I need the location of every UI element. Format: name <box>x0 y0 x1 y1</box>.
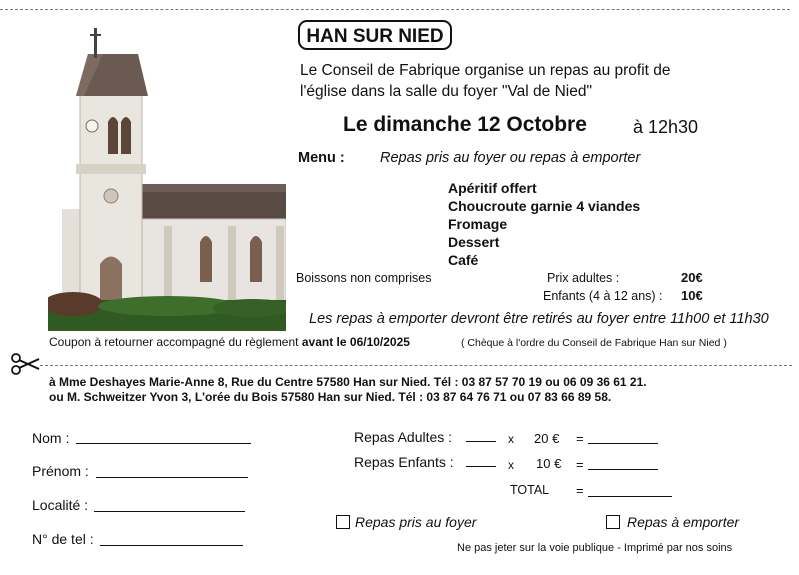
address-line-1: à Mme Deshayes Marie-Anne 8, Rue du Centre 57580 Han sur Nied. Tél : 03 87 57 70 19 ou 06 09 36 61 21. <box>49 375 647 389</box>
coupon-before: avant le <box>301 335 347 349</box>
adult-equals: = <box>576 431 584 446</box>
localite-field[interactable] <box>94 511 245 512</box>
coupon-instructions <box>49 335 410 349</box>
total-equals: = <box>576 483 584 498</box>
tel-field[interactable] <box>100 545 243 546</box>
menu-subtitle: Repas pris au foyer ou repas à emporter <box>380 150 641 166</box>
event-time: à 12h30 <box>633 117 699 137</box>
child-equals: = <box>576 457 584 472</box>
event-date: Le dimanche 12 Octobre <box>343 113 587 136</box>
child-unit-price: 10 € <box>536 456 562 471</box>
to-go-label: Repas à emporter <box>627 514 740 530</box>
scissors-icon <box>10 352 40 376</box>
intro-line-1: Le Conseil de Fabrique organise un repas au profit de <box>300 62 671 79</box>
child-times: x <box>508 458 514 472</box>
intro-line-2: l'église dans la salle du foyer "Val de Nied" <box>300 83 592 100</box>
on-site-checkbox[interactable] <box>336 515 350 529</box>
prenom-label: Prénom : <box>32 463 89 479</box>
child-meals-label: Repas Enfants : <box>354 454 454 470</box>
footer-note: Ne pas jeter sur la voie publique - Imprimé par nos soins <box>457 542 733 554</box>
coupon-deadline: 06/10/2025 <box>349 335 410 349</box>
menu-item: Dessert <box>448 234 500 250</box>
tel-label: N° de tel : <box>32 531 94 547</box>
adult-meals-qty[interactable] <box>466 441 496 442</box>
adult-price-value: 20€ <box>681 270 703 285</box>
adult-total-field[interactable] <box>588 443 658 444</box>
address-line-2: ou M. Schweitzer Yvon 3, L'orée du Bois 57580 Han sur Nied. Tél : 03 87 64 76 71 ou 07 83 66 89 58. <box>49 390 612 404</box>
coupon-cut-line <box>40 365 792 366</box>
child-meals-qty[interactable] <box>466 466 496 467</box>
child-total-field[interactable] <box>588 469 658 470</box>
grand-total-field[interactable] <box>588 496 672 497</box>
localite-label: Localité : <box>32 497 89 513</box>
child-price-value: 10€ <box>681 288 703 303</box>
child-price-label: Enfants (4 à 12 ans) : <box>543 289 663 303</box>
menu-item: Choucroute garnie 4 viandes <box>448 198 641 214</box>
menu-item: Café <box>448 252 479 268</box>
church-photo <box>48 14 286 331</box>
adult-times: x <box>508 432 514 446</box>
menu-label: Menu : <box>298 150 345 166</box>
menu-item: Fromage <box>448 216 508 232</box>
prenom-field[interactable] <box>96 477 248 478</box>
nom-field[interactable] <box>76 443 251 444</box>
takeaway-note: Les repas à emporter devront être retirés au foyer entre 11h00 et 11h30 <box>309 311 769 327</box>
to-go-checkbox[interactable] <box>606 515 620 529</box>
adult-price-label: Prix adultes : <box>547 271 620 285</box>
menu-item: Apéritif offert <box>448 180 537 196</box>
adult-meals-label: Repas Adultes : <box>354 429 453 445</box>
coupon-text: Coupon à retourner accompagné du règlement <box>49 335 299 349</box>
top-cut-line <box>0 9 790 10</box>
adult-unit-price: 20 € <box>534 431 560 446</box>
drinks-note: Boissons non comprises <box>296 271 432 285</box>
nom-label: Nom : <box>32 430 70 446</box>
village-title: HAN SUR NIED <box>298 20 452 50</box>
on-site-label: Repas pris au foyer <box>355 514 477 530</box>
total-label: TOTAL <box>510 483 550 497</box>
cheque-note: ( Chèque à l'ordre du Conseil de Fabrique Han sur Nied ) <box>461 337 727 349</box>
